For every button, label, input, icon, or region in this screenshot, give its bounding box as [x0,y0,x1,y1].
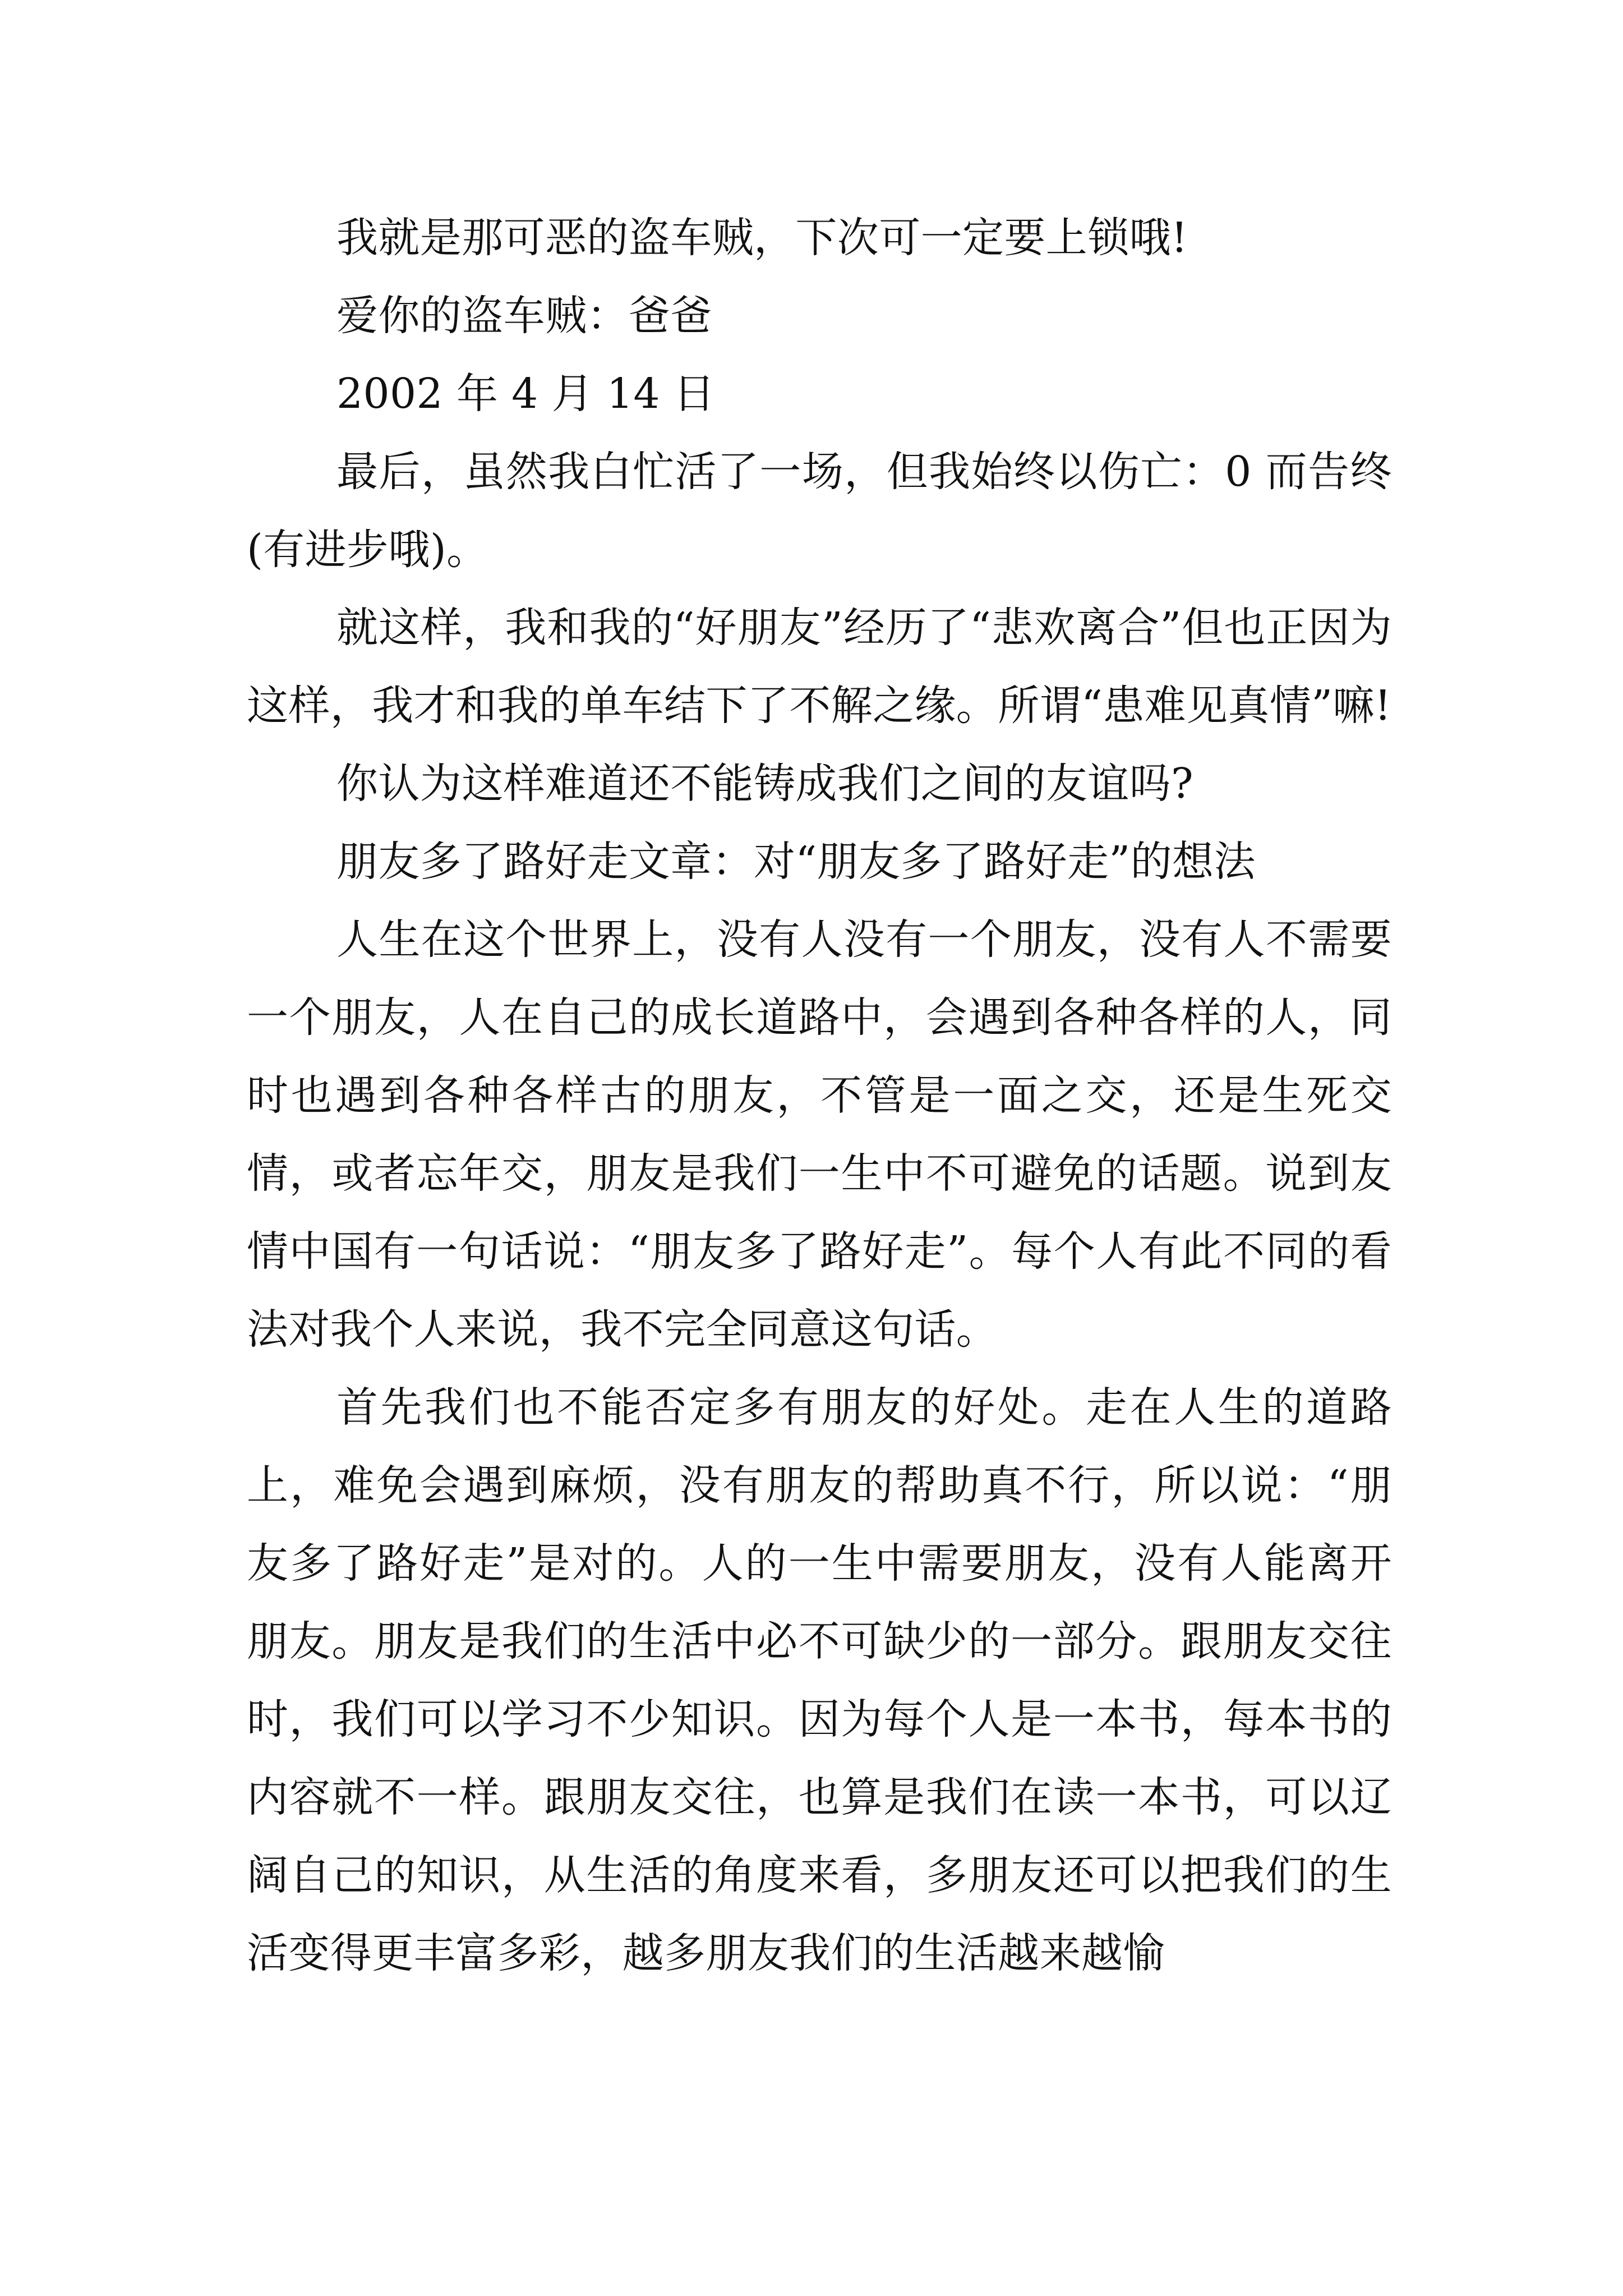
paragraph-ending: 最后，虽然我白忙活了一场，但我始终以伤亡：0 而告终(有进步哦)。 [247,448,1392,574]
paragraph-date: 2002 年 4 月 14 日 [336,370,716,418]
paragraph-essay-intro: 人生在这个世界上，没有人没有一个朋友，没有人不需要一个朋友，人在自己的成长道路中，会遇到各种各样的人，同时也遇到各种各样古的朋友，不管是一面之交，还是生死交情，或者忘年交，朋友是我们一生中不可避免的话题。说到友情中国有一句话说：“朋友多了路好走”。每个人有此不同的看法对我个人来说，我不完全同意这句话。 [247,915,1392,1354]
paragraph-essay-title: 朋友多了路好走文章：对“朋友多了路好走”的想法 [336,838,1256,886]
paragraph-essay-body: 首先我们也不能否定多有朋友的好处。走在人生的道路上，难免会遇到麻烦，没有朋友的帮助真不行，所以说：“朋友多了路好走”是对的。人的一生中需要朋友，没有人能离开朋友。朋友是我们的生活中必不可缺少的一部分。跟朋友交往时，我们可以学习不少知识。因为每个人是一本书，每本书的内容就不一样。跟朋友交往，也算是我们在读一本书，可以辽阔自己的知识，从生活的角度来看，多朋友还可以把我们的生活变得更丰富多彩，越多朋友我们的生活越来越愉 [247,1383,1392,1977]
paragraph-signature: 爱你的盗车贼：爸爸 [336,292,712,340]
paragraph-bike-friendship: 就这样，我和我的“好朋友”经历了“悲欢离合”但也正因为这样，我才和我的单车结下了不解之缘。所谓“患难见真情”嘛! [247,604,1392,730]
paragraph-question: 你认为这样难道还不能铸成我们之间的友谊吗? [336,760,1194,808]
paragraph-lock-reminder: 我就是那可恶的盗车贼，下次可一定要上锁哦! [336,214,1188,262]
document-body [247,199,1392,1993]
